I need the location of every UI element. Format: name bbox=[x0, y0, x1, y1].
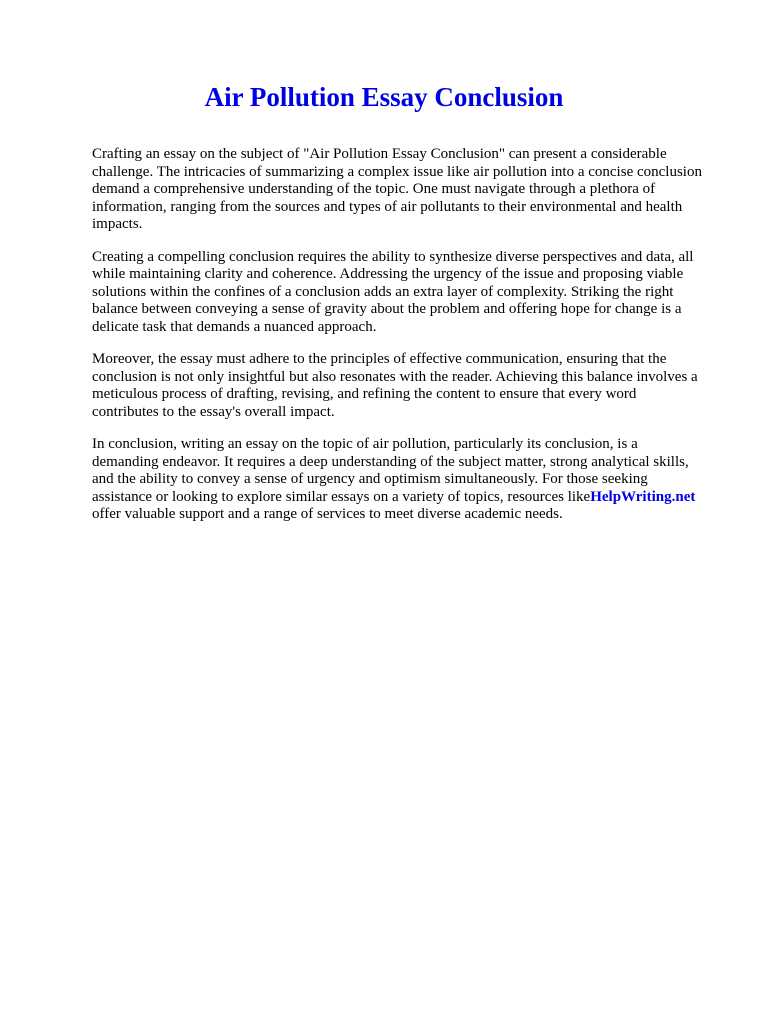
paragraph-4-text: In conclusion, writing an essay on the topic of air pollution, particularly its conclusion, is a demanding endeavor. It requires a deep understanding of the subject matter, strong analytical skills, and the ability to convey a sense of urgency and optimism simultaneously. For those seeking assistance or looking to explore similar essays on a variety of topics, resources like bbox=[92, 436, 689, 505]
helpwriting-link[interactable]: HelpWriting.net bbox=[590, 488, 696, 505]
paragraph-1: Crafting an essay on the subject of "Air Pollution Essay Conclusion" can present a considerable challenge. The intricacies of summarizing a complex issue like air pollution into a concise conclusion demand a comprehensive understanding of the topic. One must navigate through a plethora of information, ranging from the sources and types of air pollutants to their environmental and health impacts. bbox=[92, 146, 702, 232]
essay-body bbox=[92, 146, 732, 539]
paragraph-4-tail: offer valuable support and a range of services to meet diverse academic needs. bbox=[92, 506, 563, 522]
paragraph-4 bbox=[92, 436, 732, 524]
page-title: Air Pollution Essay Conclusion bbox=[204, 82, 564, 112]
paragraph-3: Moreover, the essay must adhere to the principles of effective communication, ensuring that the conclusion is not only insightful but also resonates with the reader. Achieving this balance involves a meticulous process of drafting, revising, and refining the content to ensure that every word contributes to the essay's overall impact. bbox=[92, 351, 698, 420]
paragraph-2: Creating a compelling conclusion requires the ability to synthesize diverse perspectives and data, all while maintaining clarity and coherence. Addressing the urgency of the issue and proposing viable solutions within the confines of a conclusion adds an extra layer of complexity. Striking the right balance between conveying a sense of gravity about the problem and offering hope for change is a delicate task that demands a nuanced approach. bbox=[92, 248, 694, 335]
